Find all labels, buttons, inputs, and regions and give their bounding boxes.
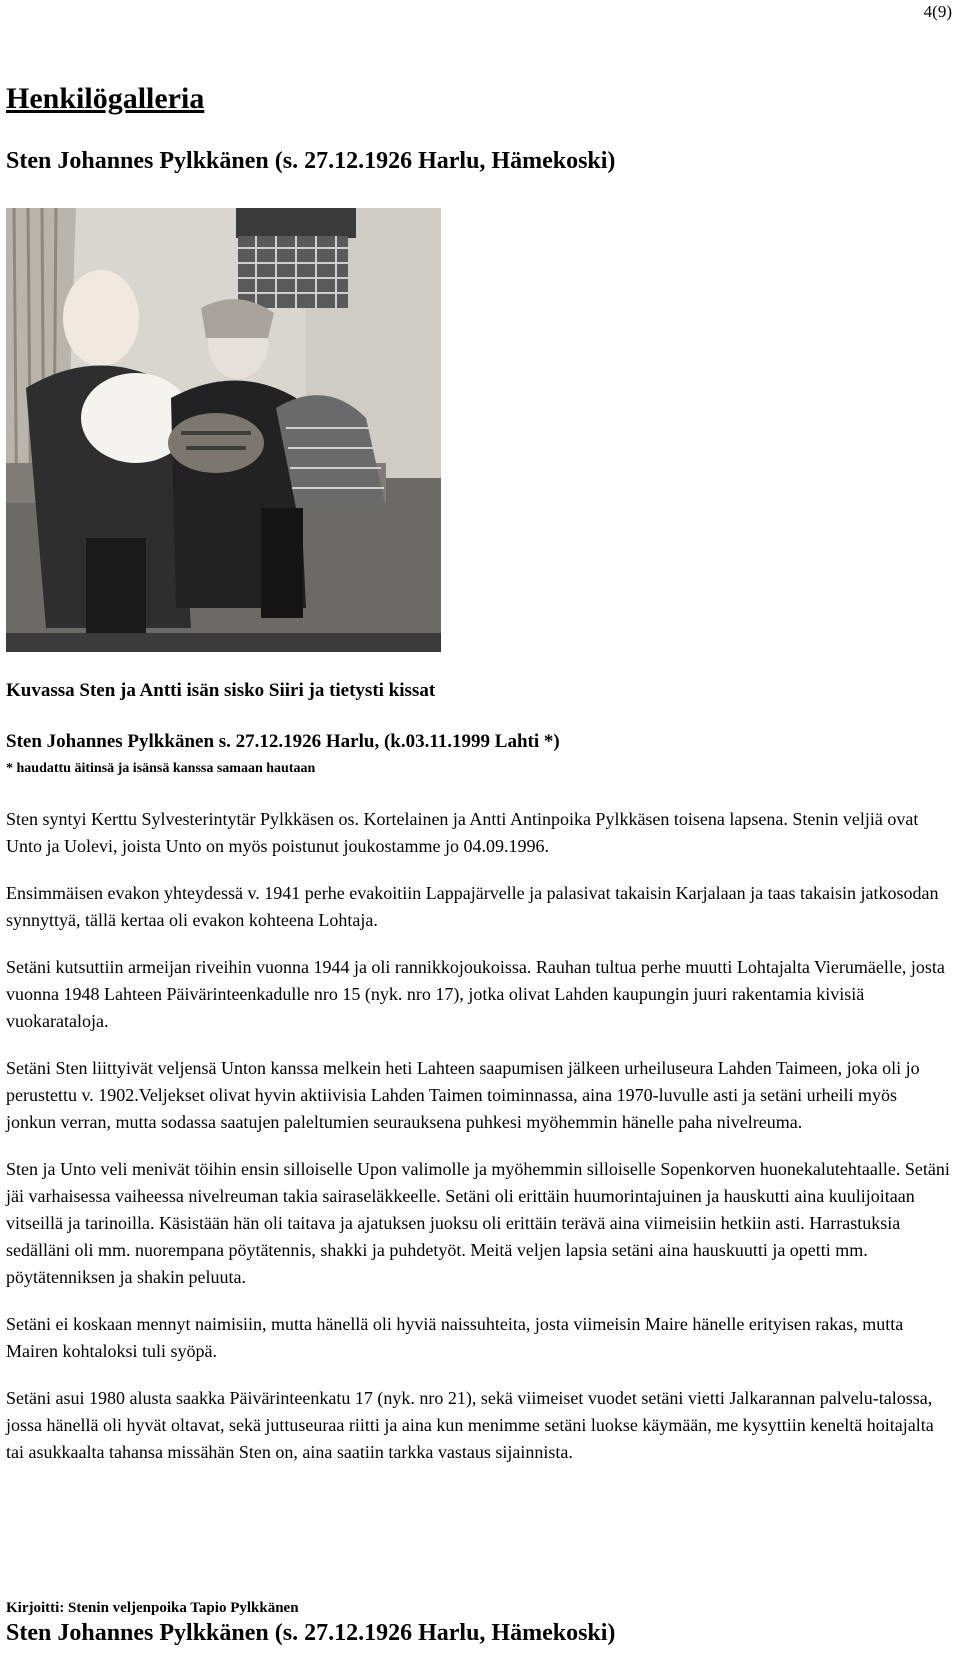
paragraph: Ensimmäisen evakon yhteydessä v. 1941 perhe evakoitiin Lappajärvelle ja palasivat takaisin Karjalaan ja taas takaisin jatkosodan synnyttyä, tällä kertaa oli evakon kohteena Lohtaja. [6, 883, 939, 930]
paragraph: Setäni ei koskaan mennyt naimisiin, mutta hänellä oli hyviä naissuhteita, josta viimeisin Maire hänelle erityisen rakas, mutta Mairen kohtaloksi tuli syöpä. [6, 1314, 904, 1361]
photo-illustration [6, 208, 441, 652]
footer-title: Sten Johannes Pylkkänen (s. 27.12.1926 Harlu, Hämekoski) [6, 1620, 616, 1646]
person-title: Sten Johannes Pylkkänen (s. 27.12.1926 Harlu, Hämekoski) [6, 148, 616, 174]
burial-note: * haudattu äitinsä ja isänsä kanssa samaan hautaan [6, 761, 316, 776]
photo-caption: Kuvassa Sten ja Antti isän sisko Siiri ja tietysti kissat [6, 680, 436, 701]
paragraph: Setäni asui 1980 alusta saakka Päivärinteenkatu 17 (nyk. nro 21), sekä viimeiset vuodet setäni vietti Jalkarannan palvelu-talossa, jossa hänellä oli hyvät oltavat, sekä juttuseuraa riitti ja aina kun menimme setäni luokse käymään, me kysyttiin keneltä hoitajalta tai asukkaalta tahansa missähän Sten on, aina saatiin tarkka vastaus sijainnista. [6, 1388, 934, 1462]
paragraph: Setäni Sten liittyivät veljensä Unton kanssa melkein heti Lahteen saapumisen jälkeen urheiluseura Lahden Taimeen, joka oli jo perustettu v. 1902.Veljekset olivat hyvin aktiivisia Lahden Taimen toiminnassa, aina 1970-luvulle asti ja setäni urheili myös jonkun verran, mutta sodassa saatujen paleltumien seurauksena puhkesi myöhemmin hänelle paha nivelreuma. [6, 1058, 920, 1132]
paragraph: Sten syntyi Kerttu Sylvesterintytär Pylkkäsen os. Kortelainen ja Antti Antinpoika Pylkkäsen toisena lapsena. Stenin veljiä ovat Unto ja Uolevi, joista Unto on myös poistunut joukostamme jo 04.09.1996. [6, 809, 919, 856]
page-number: 4(9) [923, 2, 952, 21]
life-dates: Sten Johannes Pylkkänen s. 27.12.1926 Harlu, (k.03.11.1999 Lahti *) [6, 731, 560, 752]
biography [6, 806, 951, 1486]
author-line: Kirjoitti: Stenin veljenpoika Tapio Pylkkänen [6, 1600, 299, 1616]
paragraph: Sten ja Unto veli menivät töihin ensin silloiselle Upon valimolle ja myöhemmin silloiselle Sopenkorven huonekalutehtaalle. Setäni jäi varhaisessa vaiheessa nivelreuman takia sairaseläkkeelle. Setäni oli erittäin huumorintajuinen ja hauskutti aina kuulijoitaan vitseillä ja tarinoilla. Käsistään hän oli taitava ja ajatuksen juoksu oli erittäin terävä aina viimeisiin hetkiin asti. Harrastuksia sedälläni oli mm. nuorempana pöytätennis, shakki ja puhdetyöt. Meitä veljen lapsia setäni aina hauskuutti ja opetti mm. pöytätenniksen ja shakin peluuta. [6, 1159, 950, 1287]
paragraph: Setäni kutsuttiin armeijan riveihin vuonna 1944 ja oli rannikkojoukoissa. Rauhan tultua perhe muutti Lohtajalta Vierumäelle, josta vuonna 1948 Lahteen Päivärinteenkadulle nro 15 (nyk. nro 17), jotka olivat Lahden kaupungin juuri rakentamia kivisiä vuokarataloja. [6, 957, 945, 1031]
family-photo [6, 208, 441, 652]
gallery-heading: Henkilögalleria [6, 82, 205, 115]
